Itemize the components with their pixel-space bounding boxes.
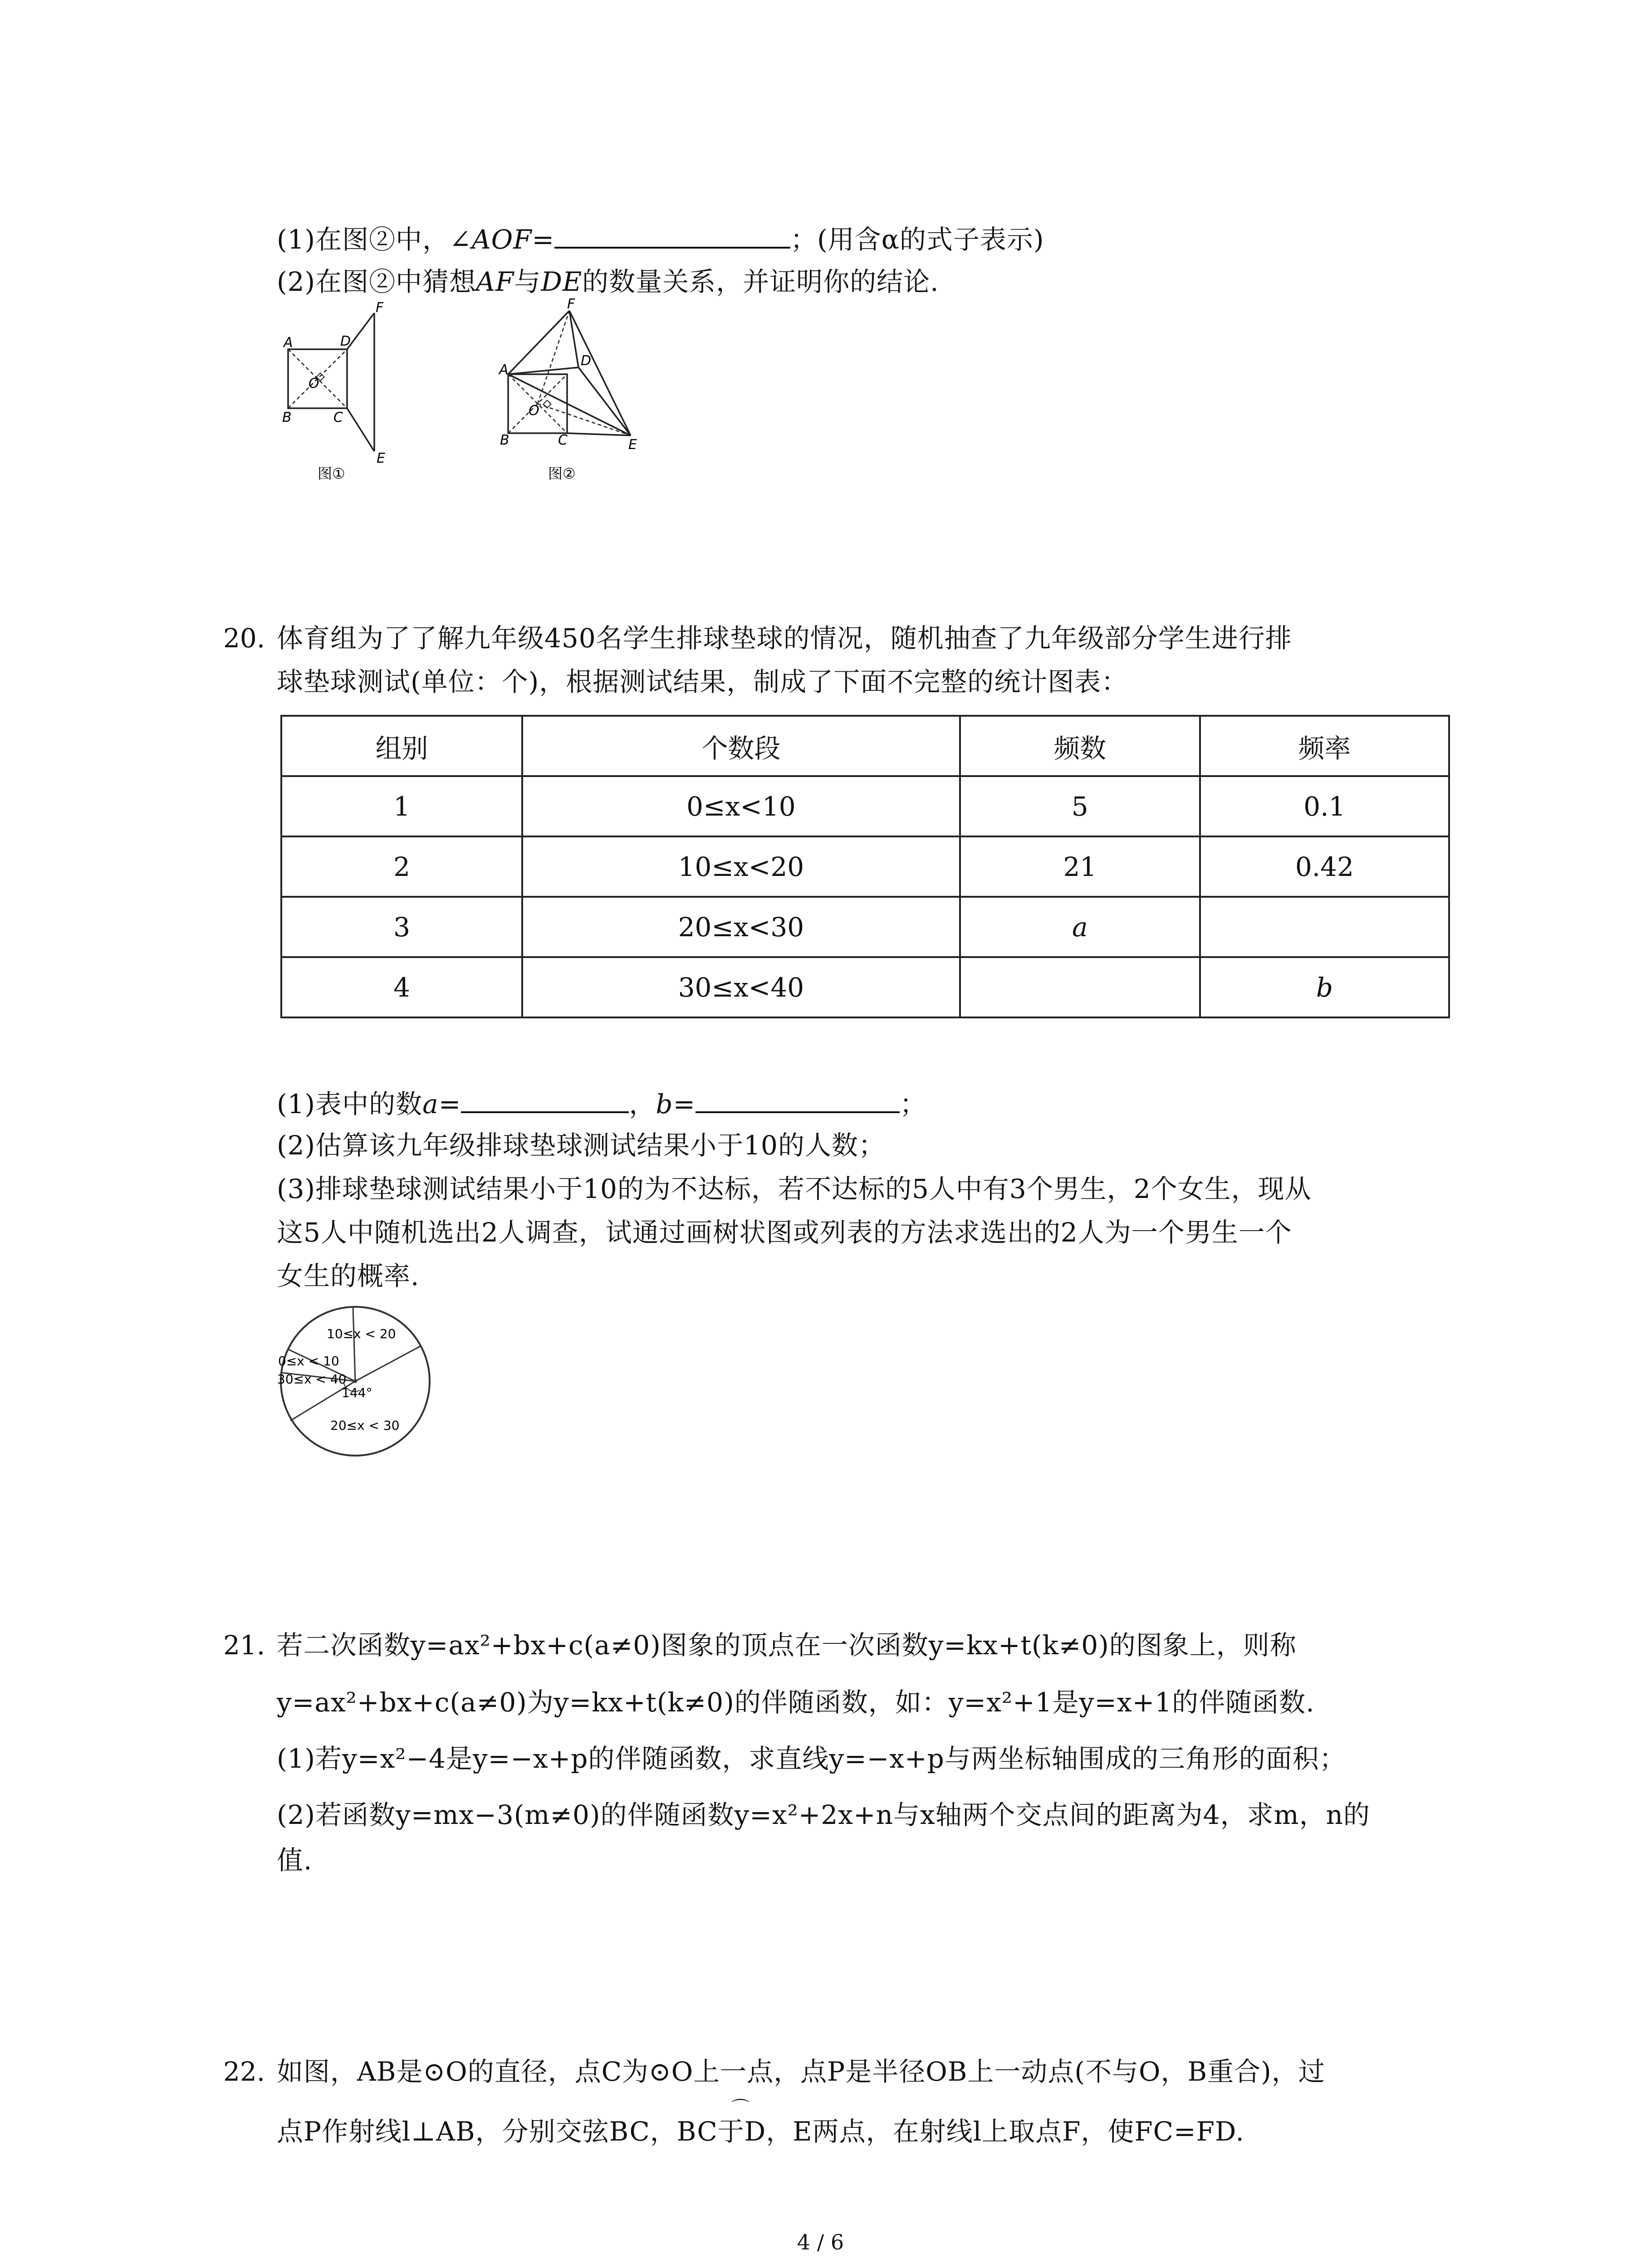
table-cell: 3	[281, 897, 522, 957]
fig1-caption: 图①	[318, 465, 345, 482]
q20-stem-line1: 体育组为了了解九年级450名学生排球垫球的情况，随机抽查了九年级部分学生进行排	[277, 623, 1292, 654]
table-header: 个数段	[522, 716, 960, 776]
table-cell: 21	[960, 836, 1200, 897]
q21-line5: 值.	[277, 1845, 313, 1876]
q19-figure-1	[272, 299, 417, 481]
table-cell: 20≤x<30	[522, 897, 960, 957]
q21-line3: (1)若y=x²−4是y=−x+p的伴随函数，求直线y=−x+p与两坐标轴围成的三角形的面积；	[277, 1743, 1346, 1774]
table-cell: 30≤x<40	[522, 957, 960, 1017]
q20-part1: (1)表中的数a= ，b= ；	[277, 1086, 926, 1121]
q20-answer-blank-a[interactable]	[461, 1086, 629, 1113]
table-row	[281, 897, 1449, 957]
table-header: 频数	[960, 716, 1200, 776]
table-row	[281, 776, 1449, 836]
q22-line1: 如图，AB是⊙O的直径，点C为⊙O上一点，点P是半径OB上一动点(不与O，B重合)，过	[277, 2056, 1325, 2087]
q20-part3-line3: 女生的概率.	[277, 1261, 420, 1291]
table-row	[281, 957, 1449, 1017]
table-cell: 1	[281, 776, 522, 836]
fig1-label-d: D	[340, 333, 351, 349]
pie-label-0-10: 0≤x < 10	[278, 1354, 339, 1369]
q21-line4: (2)若函数y=mx−3(m≠0)的伴随函数y=x²+2x+n与x轴两个交点间的距离为4，求m，n的	[277, 1799, 1370, 1830]
q21-number: 21.	[223, 1630, 265, 1661]
q22-line2: 点P作射线l⊥AB，分别交弦BC，BC于D，E两点，在射线l上取点F，使FC=FD.	[277, 2116, 1244, 2147]
table-cell: 2	[281, 836, 522, 897]
table-cell: 10≤x<20	[522, 836, 960, 897]
pie-label-10-20: 10≤x < 20	[327, 1326, 396, 1341]
fig2-caption: 图②	[548, 465, 576, 482]
table-row	[281, 836, 1449, 897]
fig2-label-a: A	[499, 362, 509, 378]
q19-part1: (1)在图②中，∠AOF= ；(用含α的式子表示)	[277, 221, 1044, 256]
fig1-label-b: B	[282, 410, 292, 425]
fig1-label-c: C	[333, 410, 343, 425]
q20-part2: (2)估算该九年级排球垫球测试结果小于10的人数；	[277, 1130, 885, 1161]
q21-line2: y=ax²+bx+c(a≠0)为y=kx+t(k≠0)的伴随函数，如：y=x²+1是y=x+1的伴随函数.	[277, 1687, 1315, 1718]
fig2-label-b: B	[500, 432, 509, 448]
q19-figure-2	[495, 296, 667, 482]
fig1-label-e: E	[377, 450, 385, 466]
q20-part3-line1: (3)排球垫球测试结果小于10的为不达标，若不达标的5人中有3个男生，2个女生，现从	[277, 1173, 1312, 1204]
table-cell: b	[1200, 957, 1449, 1017]
q20-stem-line2: 球垫球测试(单位：个)，根据测试结果，制成了下面不完整的统计图表：	[277, 666, 1128, 697]
q20-pie-chart	[276, 1302, 435, 1461]
table-cell	[1200, 897, 1449, 957]
table-cell: 5	[960, 776, 1200, 836]
table-cell: a	[960, 897, 1200, 957]
fig2-label-d: D	[581, 353, 592, 369]
table-header: 组别	[281, 716, 522, 776]
fig1-label-o: O	[309, 376, 319, 391]
page-number: 4 / 6	[797, 2230, 844, 2254]
pie-label-20-30: 20≤x < 30	[330, 1418, 400, 1433]
pie-label-30-40: 30≤x < 40	[277, 1372, 347, 1387]
table-header-row	[281, 716, 1449, 776]
table-cell	[960, 957, 1200, 1017]
q20-part3-line2: 这5人中随机选出2人调查，试通过画树状图或列表的方法求选出的2人为一个男生一个	[277, 1217, 1292, 1248]
q22-number: 22.	[223, 2056, 265, 2087]
arc-mark-icon: ⌒	[731, 2098, 749, 2119]
q19-answer-blank[interactable]	[554, 221, 790, 249]
fig2-label-o: O	[529, 403, 539, 419]
q21-line1: 若二次函数y=ax²+bx+c(a≠0)图象的顶点在一次函数y=kx+t(k≠0)的图象上，则称	[277, 1630, 1297, 1661]
table-cell: 0≤x<10	[522, 776, 960, 836]
q20-number: 20.	[223, 623, 265, 654]
fig1-label-a: A	[284, 335, 293, 351]
q20-frequency-table	[280, 715, 1450, 1018]
fig1-label-f: F	[376, 300, 384, 316]
table-header: 频率	[1200, 716, 1449, 776]
pie-label-angle: 144°	[342, 1385, 372, 1400]
q19-part2: (2)在图②中猜想AF与DE的数量关系，并证明你的结论.	[277, 266, 939, 297]
table-cell: 4	[281, 957, 522, 1017]
fig2-label-e: E	[628, 437, 637, 453]
q20-answer-blank-b[interactable]	[696, 1086, 900, 1113]
fig2-label-c: C	[558, 432, 568, 448]
table-cell: 0.1	[1200, 776, 1449, 836]
table-cell: 0.42	[1200, 836, 1449, 897]
fig2-label-f: F	[567, 296, 575, 312]
